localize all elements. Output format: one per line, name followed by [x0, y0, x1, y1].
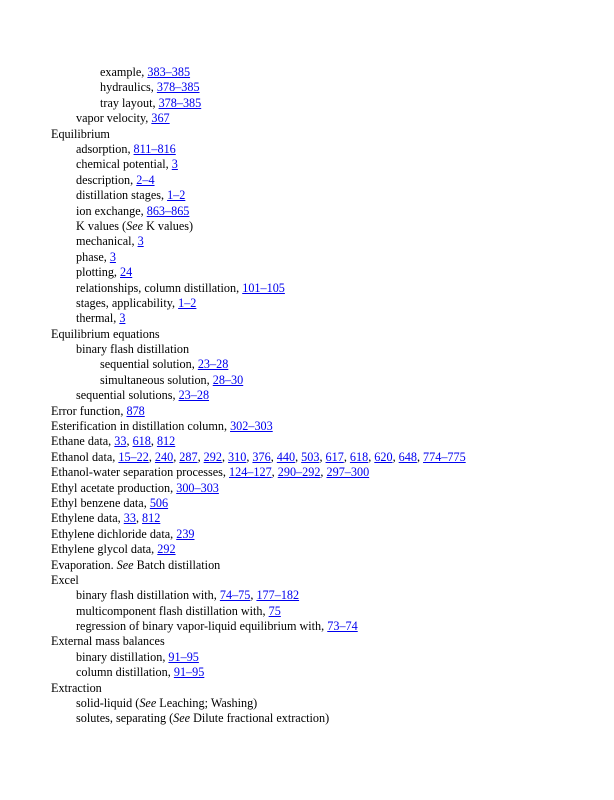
page-reference-link[interactable]: 376 — [252, 449, 271, 464]
entry-text: binary flash distillation with, — [76, 588, 220, 603]
entry-text: adsorption, — [76, 141, 134, 156]
entry-text: hydraulics, — [100, 80, 157, 95]
entry-text: Dilute fractional extraction) — [190, 711, 330, 726]
entry-text: sequential solutions, — [76, 388, 179, 403]
entry-text: , — [246, 449, 253, 464]
page-reference-link[interactable]: 101–105 — [242, 280, 285, 295]
index-subentry — [76, 650, 199, 665]
entry-text: , — [148, 449, 155, 464]
entry-text: multicomponent flash distillation with, — [76, 603, 269, 618]
index-heading — [51, 404, 145, 419]
index-heading — [51, 434, 175, 449]
index-subentry — [76, 665, 204, 680]
entry-text: , — [135, 511, 143, 526]
page-reference-link[interactable]: 24 — [120, 265, 133, 280]
index-heading — [51, 419, 273, 434]
entry-text: Ethyl benzene data, — [51, 495, 150, 510]
entry-text: Batch distillation — [133, 557, 221, 572]
entry-text: example, — [100, 65, 148, 79]
page-reference-link[interactable]: 292 — [157, 542, 176, 557]
entry-text: Leaching; Washing) — [156, 696, 258, 710]
page-reference-link[interactable]: 310 — [228, 449, 247, 464]
entry-text: , — [295, 449, 302, 464]
page-reference-link[interactable]: 73–74 — [327, 619, 358, 633]
entry-text: , — [250, 588, 257, 603]
page-reference-link[interactable]: 1–2 — [167, 188, 186, 203]
entry-text: Extraction — [51, 680, 102, 695]
page-reference-link[interactable]: 378–385 — [156, 80, 200, 95]
entry-text: , — [173, 449, 180, 464]
entry-text: binary distillation, — [76, 649, 169, 664]
page-reference-link[interactable]: 1–2 — [178, 295, 197, 310]
see-reference-label: See — [126, 218, 144, 233]
page-reference-link[interactable]: 620 — [374, 449, 393, 464]
page-reference-link[interactable]: 506 — [149, 495, 169, 510]
page-reference-link[interactable]: 648 — [398, 449, 417, 464]
index-subentry — [76, 142, 176, 157]
entry-text: binary flash distillation — [76, 342, 190, 356]
index-subentry — [76, 311, 125, 326]
page-reference-link[interactable]: 28–30 — [212, 372, 244, 387]
page-reference-link[interactable]: 33 — [114, 434, 127, 449]
entry-text: sequential solution, — [100, 357, 198, 372]
index-subentry — [100, 80, 200, 95]
entry-text: Error function, — [51, 403, 127, 418]
entry-text: solid-liquid ( — [76, 696, 140, 710]
entry-text: , — [150, 434, 157, 449]
page-reference-link[interactable]: 618 — [349, 449, 369, 464]
page-reference-link[interactable]: 2–4 — [136, 172, 155, 187]
see-reference-label: See — [173, 711, 191, 726]
index-subentry — [76, 281, 285, 296]
page-reference-link[interactable]: 300–303 — [176, 480, 219, 495]
page-reference-link[interactable]: 440 — [276, 449, 296, 464]
index-heading — [51, 511, 160, 526]
index-subentry — [76, 265, 132, 280]
entry-text: Equilibrium equations — [51, 326, 160, 341]
index-subentry — [76, 188, 185, 203]
index-heading — [51, 450, 466, 465]
index-heading — [51, 681, 102, 696]
index-heading — [51, 634, 165, 649]
page-reference-link[interactable]: 15–22 — [118, 449, 149, 464]
index-heading — [51, 558, 220, 573]
index-subentry — [76, 204, 189, 219]
index-subentry — [76, 388, 209, 403]
page-reference-link[interactable]: 239 — [176, 526, 195, 541]
entry-text: chemical potential, — [76, 157, 172, 172]
page-reference-link[interactable]: 75 — [268, 603, 281, 618]
index-subentry — [100, 357, 228, 372]
page-reference-link[interactable]: 3 — [119, 311, 126, 326]
page-reference-link[interactable]: 367 — [151, 111, 170, 126]
entry-text: phase, — [76, 249, 110, 264]
page-reference-link[interactable]: 774–775 — [423, 449, 466, 464]
entry-text: , — [320, 465, 327, 480]
index-subentry — [76, 111, 170, 126]
page-reference-link[interactable]: 3 — [171, 157, 178, 172]
page-reference-link[interactable]: 863–865 — [146, 203, 190, 218]
index-subentry — [76, 296, 196, 311]
page-reference-link[interactable]: 23–28 — [178, 388, 210, 403]
index-subentry — [76, 250, 116, 265]
page-reference-link[interactable]: 302–303 — [230, 419, 273, 433]
entry-text: , — [368, 449, 375, 464]
index-subentry — [76, 157, 178, 172]
see-reference-label: See — [139, 696, 157, 710]
page-reference-link[interactable]: 617 — [325, 449, 344, 464]
entry-text: Ethylene dichloride data, — [51, 526, 177, 541]
page-reference-link[interactable]: 383–385 — [147, 65, 191, 79]
entry-text: Ethylene glycol data, — [51, 542, 158, 557]
index-subentry — [76, 219, 193, 234]
page-reference-link[interactable]: 23–28 — [197, 357, 229, 372]
entry-text: tray layout, — [100, 95, 159, 110]
page-reference-link[interactable]: 811–816 — [133, 141, 176, 156]
entry-text: , — [392, 449, 399, 464]
index-heading — [51, 481, 219, 496]
entry-text: Excel — [51, 572, 79, 587]
index-subentry — [100, 96, 201, 111]
page-reference-link[interactable]: 177–182 — [256, 588, 300, 603]
page-reference-link[interactable]: 3 — [137, 234, 144, 249]
entry-text: , — [271, 465, 278, 480]
page-reference-link[interactable]: 74–75 — [219, 588, 251, 603]
index-subentry — [76, 588, 299, 603]
page-reference-link[interactable]: 33 — [123, 511, 136, 526]
page-reference-link[interactable]: 378–385 — [158, 95, 202, 110]
page-reference-link[interactable]: 812 — [156, 434, 176, 449]
entry-text: Ethanol-water separation processes, — [51, 465, 230, 480]
index-heading — [51, 527, 195, 542]
entry-text: , — [126, 434, 133, 449]
entry-text: column distillation, — [76, 665, 174, 680]
entry-text: mechanical, — [76, 234, 138, 249]
index-subentry — [100, 65, 190, 80]
page-reference-link[interactable]: 91–95 — [168, 649, 199, 664]
entry-text: description, — [76, 172, 137, 187]
entry-text: distillation stages, — [76, 188, 168, 203]
entry-text: , — [197, 449, 204, 464]
page-reference-link[interactable]: 812 — [142, 511, 161, 526]
index-heading — [51, 496, 168, 511]
page-reference-link[interactable]: 292 — [203, 449, 222, 464]
entry-text: External mass balances — [51, 634, 165, 649]
entry-text: vapor velocity, — [76, 111, 152, 126]
page-reference-link[interactable]: 297–300 — [326, 465, 370, 480]
entry-text: , — [343, 449, 350, 464]
entry-text: relationships, column distillation, — [76, 280, 243, 295]
entry-text: Ethane data, — [51, 434, 115, 449]
page-reference-link[interactable]: 91–95 — [173, 665, 205, 680]
entry-text: plotting, — [76, 265, 121, 280]
index-heading — [51, 127, 110, 142]
entry-text: , — [319, 449, 326, 464]
entry-text: Ethanol data, — [51, 449, 119, 464]
index-subentry — [76, 342, 189, 357]
index-heading — [51, 465, 369, 480]
index-subentry — [76, 234, 144, 249]
entry-text: Ethyl acetate production, — [51, 480, 177, 495]
entry-text: K values) — [143, 218, 194, 233]
index-heading — [51, 327, 160, 342]
entry-text: simultaneous solution, — [100, 372, 213, 387]
index-subentry — [76, 711, 329, 726]
entry-text: ion exchange, — [76, 203, 147, 218]
see-reference-label: See — [116, 557, 134, 572]
entry-text: Equilibrium — [51, 126, 110, 141]
entry-text: Esterification in distillation column, — [51, 419, 231, 433]
entry-text: thermal, — [76, 311, 120, 326]
entry-text: , — [221, 449, 229, 464]
index-subentry — [76, 619, 358, 634]
page-reference-link[interactable]: 124–127 — [229, 465, 272, 480]
index-heading — [51, 542, 176, 557]
index-subentry — [76, 604, 281, 619]
entry-text: , — [270, 449, 277, 464]
entry-text: regression of binary vapor-liquid equilibrium with, — [76, 619, 328, 633]
entry-text: solutes, separating ( — [76, 711, 174, 726]
page-reference-link[interactable]: 878 — [126, 403, 145, 418]
page-reference-link[interactable]: 3 — [109, 249, 116, 264]
index-subentry — [100, 373, 243, 388]
page-reference-link[interactable]: 287 — [179, 449, 198, 464]
index-subentry — [76, 173, 155, 188]
index-heading — [51, 573, 79, 588]
page-reference-link[interactable]: 618 — [132, 434, 151, 449]
page-reference-link[interactable]: 290–292 — [277, 465, 321, 480]
entry-text: Ethylene data, — [51, 511, 124, 526]
entry-text: stages, applicability, — [76, 295, 179, 310]
entry-text: K values ( — [76, 218, 127, 233]
page-reference-link[interactable]: 240 — [154, 449, 174, 464]
page-reference-link[interactable]: 503 — [301, 449, 320, 464]
entry-text: Evaporation. — [51, 557, 117, 572]
index-subentry — [76, 696, 257, 711]
entry-text: , — [416, 449, 424, 464]
